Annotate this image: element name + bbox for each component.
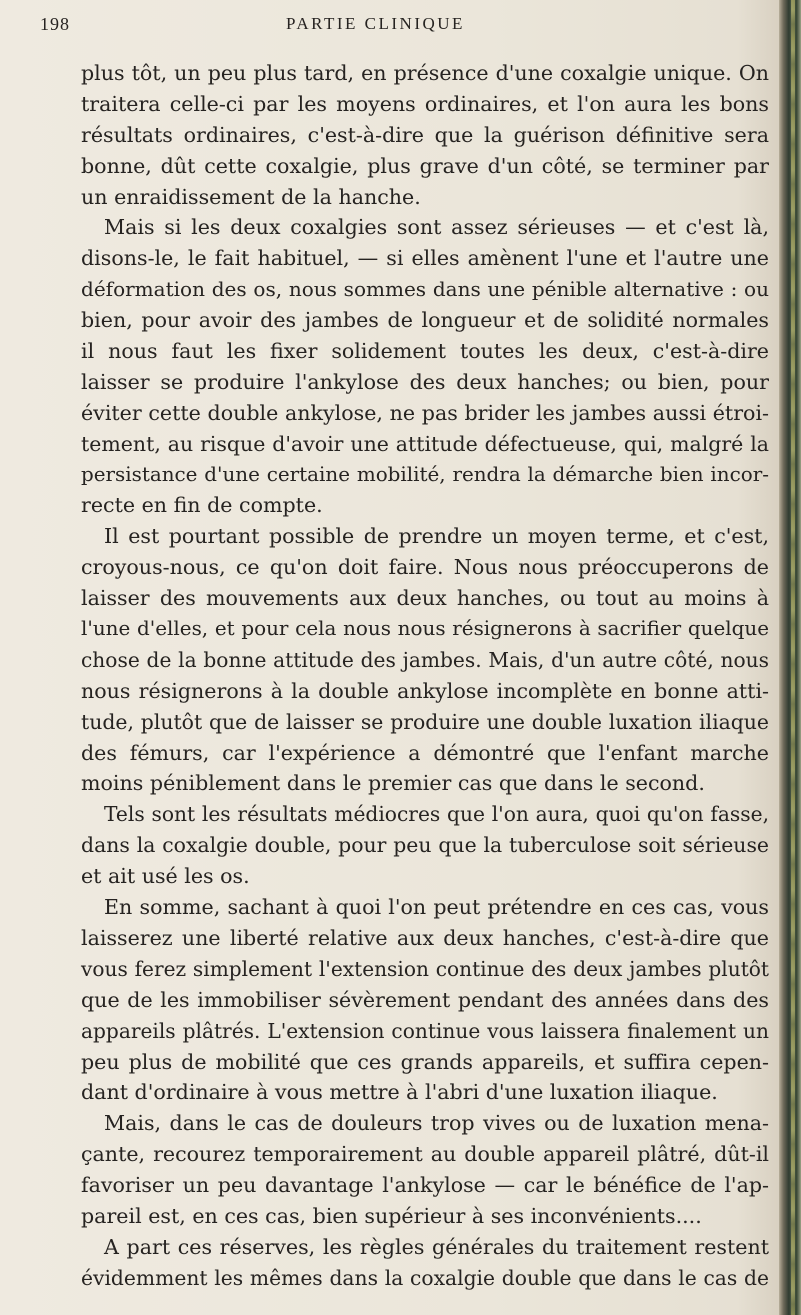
- page-edge-binding: [779, 0, 801, 1315]
- text-line: dans la coxalgie double, pour peu que la tuberculose soit sérieuse: [81, 833, 769, 858]
- text-line: nous résignerons à la double ankylose incomplète en bonne atti-: [81, 678, 769, 703]
- text-line: des fémurs, car l'expérience a démontré que l'enfant marche: [81, 740, 769, 765]
- paragraph: [81, 58, 769, 212]
- text-line: Tels sont les résultats médiocres que l'on aura, quoi qu'on fasse,: [104, 802, 769, 827]
- page-header: [0, 14, 760, 40]
- body-text: [81, 58, 769, 1294]
- text-line: et ait usé les os.: [81, 864, 250, 889]
- text-line: il nous faut les fixer solidement toutes les deux, c'est-à-dire: [81, 339, 769, 364]
- text-line: A part ces réserves, les règles générales du traitement restent: [104, 1234, 769, 1259]
- text-line: évidemment les mêmes dans la coxalgie double que dans le cas de: [81, 1265, 769, 1290]
- text-line: pareil est, en ces cas, bien supérieur à ses inconvénients....: [81, 1203, 702, 1228]
- running-head: PARTIE CLINIQUE: [286, 14, 465, 33]
- text-line: déformation des os, nous sommes dans une pénible alternative : ou: [81, 277, 769, 302]
- text-line: résultats ordinaires, c'est-à-dire que la guérison définitive sera: [81, 122, 769, 147]
- page-number: 198: [40, 14, 70, 34]
- paragraph: [81, 212, 769, 521]
- text-line: plus tôt, un peu plus tard, en présence d'une coxalgie unique. On: [81, 61, 769, 85]
- text-line: bien, pour avoir des jambes de longueur et de solidité normales: [81, 308, 769, 333]
- text-line: Il est pourtant possible de prendre un moyen terme, et c'est,: [104, 524, 769, 549]
- text-line: traitera celle-ci par les moyens ordinaires, et l'on aura les bons: [81, 91, 769, 116]
- text-line: que de les immobiliser sévèrement pendant des années dans des: [81, 987, 769, 1012]
- text-line: çante, recourez temporairement au double appareil plâtré, dût-il: [81, 1142, 769, 1167]
- text-line: Mais, dans le cas de douleurs trop vives ou de luxation mena-: [104, 1111, 769, 1136]
- paragraph: [81, 799, 769, 892]
- text-line: En somme, sachant à quoi l'on peut prétendre en ces cas, vous: [104, 895, 769, 920]
- text-line: favoriser un peu davantage l'ankylose — car le bénéfice de l'ap-: [81, 1173, 769, 1198]
- text-line: disons-le, le fait habituel, — si elles amènent l'une et l'autre une: [81, 246, 769, 271]
- text-line: appareils plâtrés. L'extension continue vous laissera finalement un: [81, 1018, 769, 1043]
- text-line: éviter cette double ankylose, ne pas brider les jambes aussi étroi-: [81, 400, 769, 425]
- paragraph: [81, 521, 769, 799]
- page-edge-stripe: [791, 0, 795, 1315]
- text-line: tement, au risque d'avoir une attitude défectueuse, qui, malgré la: [81, 431, 769, 456]
- text-line: persistance d'une certaine mobilité, rendra la démarche bien incor-: [81, 462, 769, 486]
- text-line: moins péniblement dans le premier cas que dans le second.: [81, 771, 705, 796]
- text-line: un enraidissement de la hanche.: [81, 184, 421, 209]
- text-line: laisser des mouvements aux deux hanches, ou tout au moins à: [81, 586, 769, 611]
- text-line: dant d'ordinaire à vous mettre à l'abri d'une luxation iliaque.: [81, 1080, 718, 1105]
- text-line: Mais si les deux coxalgies sont assez sérieuses — et c'est là,: [104, 215, 769, 240]
- text-line: vous ferez simplement l'extension continue des deux jambes plutôt: [81, 956, 769, 981]
- text-line: laisserez une liberté relative aux deux hanches, c'est-à-dire que: [81, 925, 769, 950]
- text-line: laisser se produire l'ankylose des deux hanches; ou bien, pour: [81, 369, 769, 394]
- paragraph: [81, 1232, 769, 1294]
- text-line: tude, plutôt que de laisser se produire une double luxation iliaque: [81, 709, 769, 734]
- paragraph: [81, 1108, 769, 1232]
- text-line: croyous-nous, ce qu'on doit faire. Nous nous préoccuperons de: [81, 555, 769, 580]
- text-line: peu plus de mobilité que ces grands appareils, et suffira cepen-: [81, 1049, 769, 1074]
- text-line: recte en fin de compte.: [81, 493, 323, 518]
- text-line: chose de la bonne attitude des jambes. Mais, d'un autre côté, nous: [81, 647, 769, 672]
- text-line: l'une d'elles, et pour cela nous nous résignerons à sacrifier quelque: [81, 617, 769, 641]
- text-line: bonne, dût cette coxalgie, plus grave d'un côté, se terminer par: [81, 153, 769, 178]
- paragraph: [81, 892, 769, 1108]
